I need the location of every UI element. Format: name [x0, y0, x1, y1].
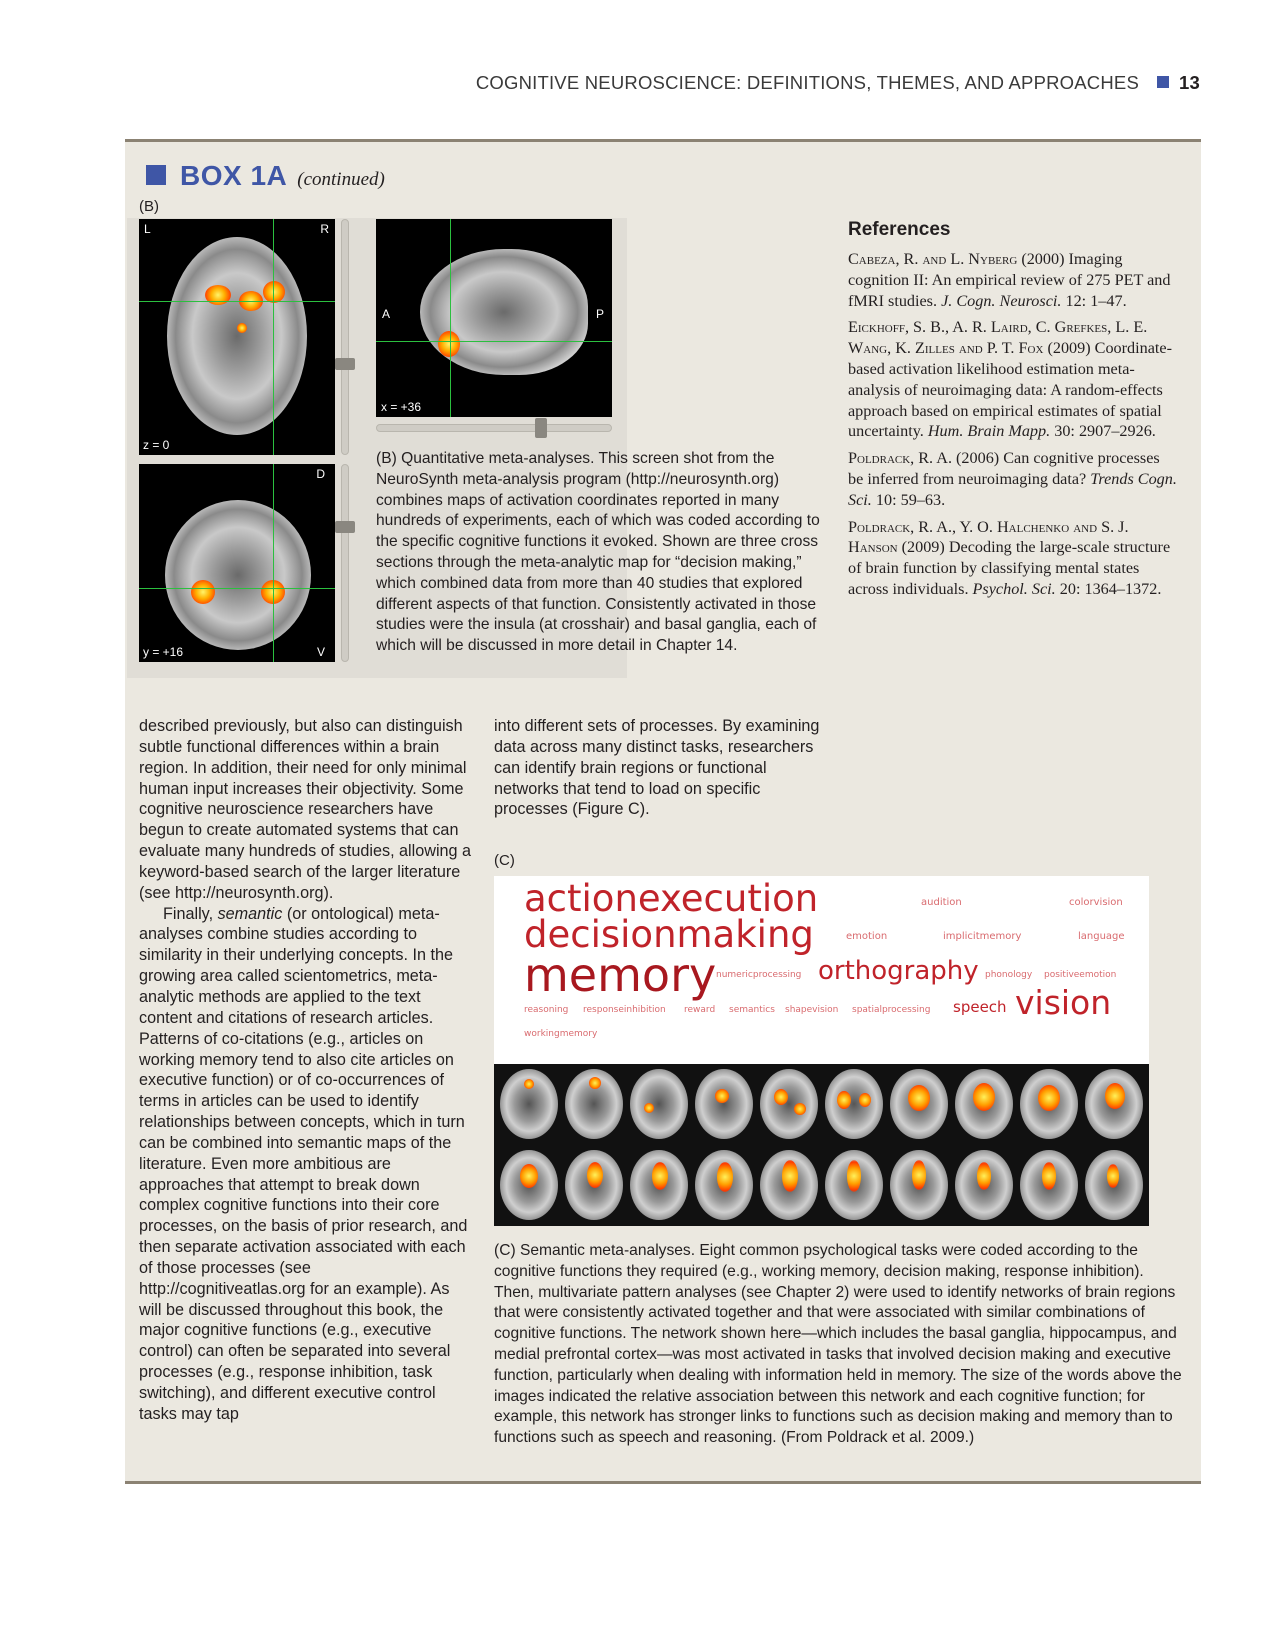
sagittal-slider[interactable]	[376, 424, 612, 432]
z-coordinate: z = 0	[143, 438, 170, 452]
crosshair-vertical	[273, 464, 274, 662]
word-positiveemotion: positiveemotion	[1044, 970, 1117, 980]
coronal-brain	[165, 500, 311, 650]
activation-blob	[191, 580, 215, 604]
panel-c-label: (C)	[494, 852, 515, 869]
word-colorvision: colorvision	[1069, 897, 1123, 908]
reference-item: Poldrack, R. A., Y. O. Halchenko and S. J. Hanson (2009) Decoding the large-scale structure of brain function by classifying mental states across individuals. Psychol. Sci. 20: 1364–1372.	[848, 517, 1171, 598]
activation-blob	[263, 281, 285, 303]
word-phonology: phonology	[985, 970, 1033, 980]
brain-slice	[1085, 1150, 1143, 1220]
reference-item: Poldrack, R. A. (2006) Can cognitive processes be inferred from neuroimaging data? Trends Cogn. Sci. 10: 59–63.	[848, 449, 1177, 509]
posterior-marker: P	[595, 307, 604, 321]
brain-slice	[955, 1150, 1013, 1220]
word-semantics: semantics	[729, 1005, 775, 1015]
word-spatialprocessing: spatialprocessing	[852, 1005, 931, 1015]
panel-b-label: (B)	[139, 198, 159, 215]
word-vision: vision	[1015, 983, 1112, 1022]
brain-slice	[1020, 1150, 1078, 1220]
running-head-title: COGNITIVE NEUROSCIENCE: DEFINITIONS, THEMES, AND APPROACHES	[475, 72, 1140, 93]
panel-b-caption: (B) Quantitative meta-analyses. This screen shot from the NeuroSynth meta-analysis program (http://neurosynth.org) combines maps of activation coordinates reported in many hundreds of experiments, each of which was coded according to the specific cognitive functions it evoked. Shown are three cross sections through the meta-analytic map for “decision making,” which combined data from more than 40 studies that explored different aspects of that function. Consistently activated in those studies were the insula (at crosshair) and basal ganglia, each of which will be discussed in more detail in Chapter 14.	[376, 450, 820, 655]
box-square-icon	[146, 165, 166, 185]
brain-slice	[630, 1150, 688, 1220]
box-continued: (continued)	[297, 169, 385, 190]
axial-slider[interactable]	[341, 219, 349, 455]
word-orthography: orthography	[818, 956, 979, 986]
brain-slice	[500, 1069, 558, 1139]
sagittal-slice-image	[376, 219, 612, 417]
body-paragraph: into different sets of processes. By examining data across many distinct tasks, researchers can identify brain regions or functional networks that tend to load on specific processes (Figure C).	[494, 717, 820, 819]
word-cloud	[494, 876, 1149, 1064]
ventral-marker: V	[316, 645, 325, 659]
body-column-2	[494, 716, 834, 820]
anterior-marker: A	[382, 307, 391, 321]
brain-slice	[890, 1069, 948, 1139]
brain-slice	[565, 1150, 623, 1220]
coronal-slice-image	[139, 464, 335, 662]
crosshair-horizontal	[376, 341, 612, 342]
coronal-slider-handle[interactable]	[335, 521, 355, 533]
dorsal-marker: D	[316, 467, 325, 481]
body-column-1	[139, 716, 474, 1425]
brain-slice	[500, 1150, 558, 1220]
axial-slice-image	[139, 219, 335, 455]
crosshair-vertical	[450, 219, 451, 417]
crosshair-vertical	[273, 219, 274, 455]
brain-slice	[1020, 1069, 1078, 1139]
word-workingmemory: workingmemory	[524, 1029, 598, 1039]
page-number: 13	[1179, 72, 1200, 93]
word-language: language	[1078, 931, 1125, 942]
word-reasoning: reasoning	[524, 1005, 569, 1015]
reference-item: Cabeza, R. and L. Nyberg (2000) Imaging cognition II: An empirical review of 275 PET and fMRI studies. J. Cogn. Neurosci. 12: 1–47.	[848, 250, 1171, 310]
brain-slice	[1085, 1069, 1143, 1139]
word-implicitmemory: implicitmemory	[943, 931, 1022, 942]
word-decisionmaking: decisionmaking	[524, 913, 814, 956]
brain-slice	[760, 1069, 818, 1139]
word-actionexecution: actionexecution	[524, 877, 819, 920]
word-reward: reward	[684, 1005, 716, 1015]
activation-blob	[438, 331, 460, 357]
crosshair-horizontal	[139, 588, 335, 589]
body-paragraph: Finally, semantic (or ontological) meta-analyses combine studies according to similarity in their underlying concepts. In the growing area called scientometrics, meta-analytic methods are applied to the text content and citations of research articles. Patterns of co-citations (e.g., articles on working memory tend to also cite articles on executive function) or of co-occurrences of terms in articles can be used to identify relationships between concepts, which in turn can be combined into semantic maps of the literature. Even more ambitious are approaches that attempt to break down complex cognitive functions into their core processes, on the basis of prior research, and then separate activation associated with each of those processes (see http://cognitiveatlas.org for an example). As will be discussed throughout this book, the major cognitive functions (e.g., executive control) can often be separated into several processes (e.g., response inhibition, task switching), and different executive control tasks may tap	[139, 904, 468, 1423]
body-paragraph: described previously, but also can distinguish subtle functional differences within a brain region. In addition, their need for only minimal human input increases their objectivity. Some cognitive neuroscience researchers have begun to create automated systems that can evaluate many hundreds of studies, allowing a keyword-based search of the larger literature (see http://neurosynth.org).	[139, 717, 472, 902]
x-coordinate: x = +36	[381, 400, 422, 414]
left-marker: L	[144, 222, 151, 236]
running-head	[380, 72, 1200, 94]
sagittal-slider-handle[interactable]	[535, 418, 547, 438]
brain-slice	[825, 1069, 883, 1139]
brain-slice	[630, 1069, 688, 1139]
axial-slider-handle[interactable]	[335, 358, 355, 370]
axial-brain	[167, 237, 307, 435]
brain-slice	[955, 1069, 1013, 1139]
word-speech: speech	[953, 998, 1007, 1016]
box-title	[146, 160, 385, 192]
brain-slice	[825, 1150, 883, 1220]
panel-c-caption: (C) Semantic meta-analyses. Eight common psychological tasks were coded according to the cognitive functions they required (e.g., working memory, decision making, response inhibition). Then, multivariate pattern analyses (see Chapter 2) were used to identify networks of brain regions that were consistently activated together and that were associated with similar combinations of cognitive functions. The network shown here—which includes the basal ganglia, hippocampus, and medial prefrontal cortex—was most activated in tasks that involved decision making and executive function, particularly when dealing with information held in memory. The size of the words above the images indicated the relative association between this network and each cognitive function; for example, this network has stronger links to functions such as decision making and memory than to functions such as speech and reasoning. (From Poldrack et al. 2009.)	[494, 1242, 1182, 1447]
references	[848, 219, 1178, 606]
reference-item: Eickhoff, S. B., A. R. Laird, C. Grefkes, L. E. Wang, K. Zilles and P. T. Fox (2009) Coordinate-based activation likelihood estimation meta-analysis of neuroimaging data: A random-effects approach based on empirical estimates of spatial uncertainty. Hum. Brain Mapp. 30: 2907–2926.	[848, 318, 1172, 441]
references-heading: References	[848, 219, 951, 240]
coronal-slider[interactable]	[341, 464, 349, 662]
brain-slice	[695, 1150, 753, 1220]
square-bullet-icon	[1157, 76, 1169, 88]
brain-slice	[890, 1150, 948, 1220]
word-memory: memory	[524, 948, 717, 1002]
word-audition: audition	[921, 897, 962, 908]
activation-blob	[205, 285, 231, 305]
brain-slices-strip	[494, 1064, 1149, 1226]
y-coordinate: y = +16	[143, 645, 184, 659]
right-marker: R	[320, 222, 329, 236]
brain-slice	[695, 1069, 753, 1139]
word-shapevision: shapevision	[785, 1005, 839, 1015]
brain-slice	[565, 1069, 623, 1139]
word-numericprocessing: numericprocessing	[716, 970, 802, 980]
brain-slice	[760, 1150, 818, 1220]
crosshair-horizontal	[139, 301, 335, 302]
activation-blob	[237, 323, 247, 333]
word-emotion: emotion	[846, 931, 888, 942]
box-title-text: BOX 1A	[180, 160, 288, 191]
word-responseinhibition: responseinhibition	[583, 1005, 666, 1015]
